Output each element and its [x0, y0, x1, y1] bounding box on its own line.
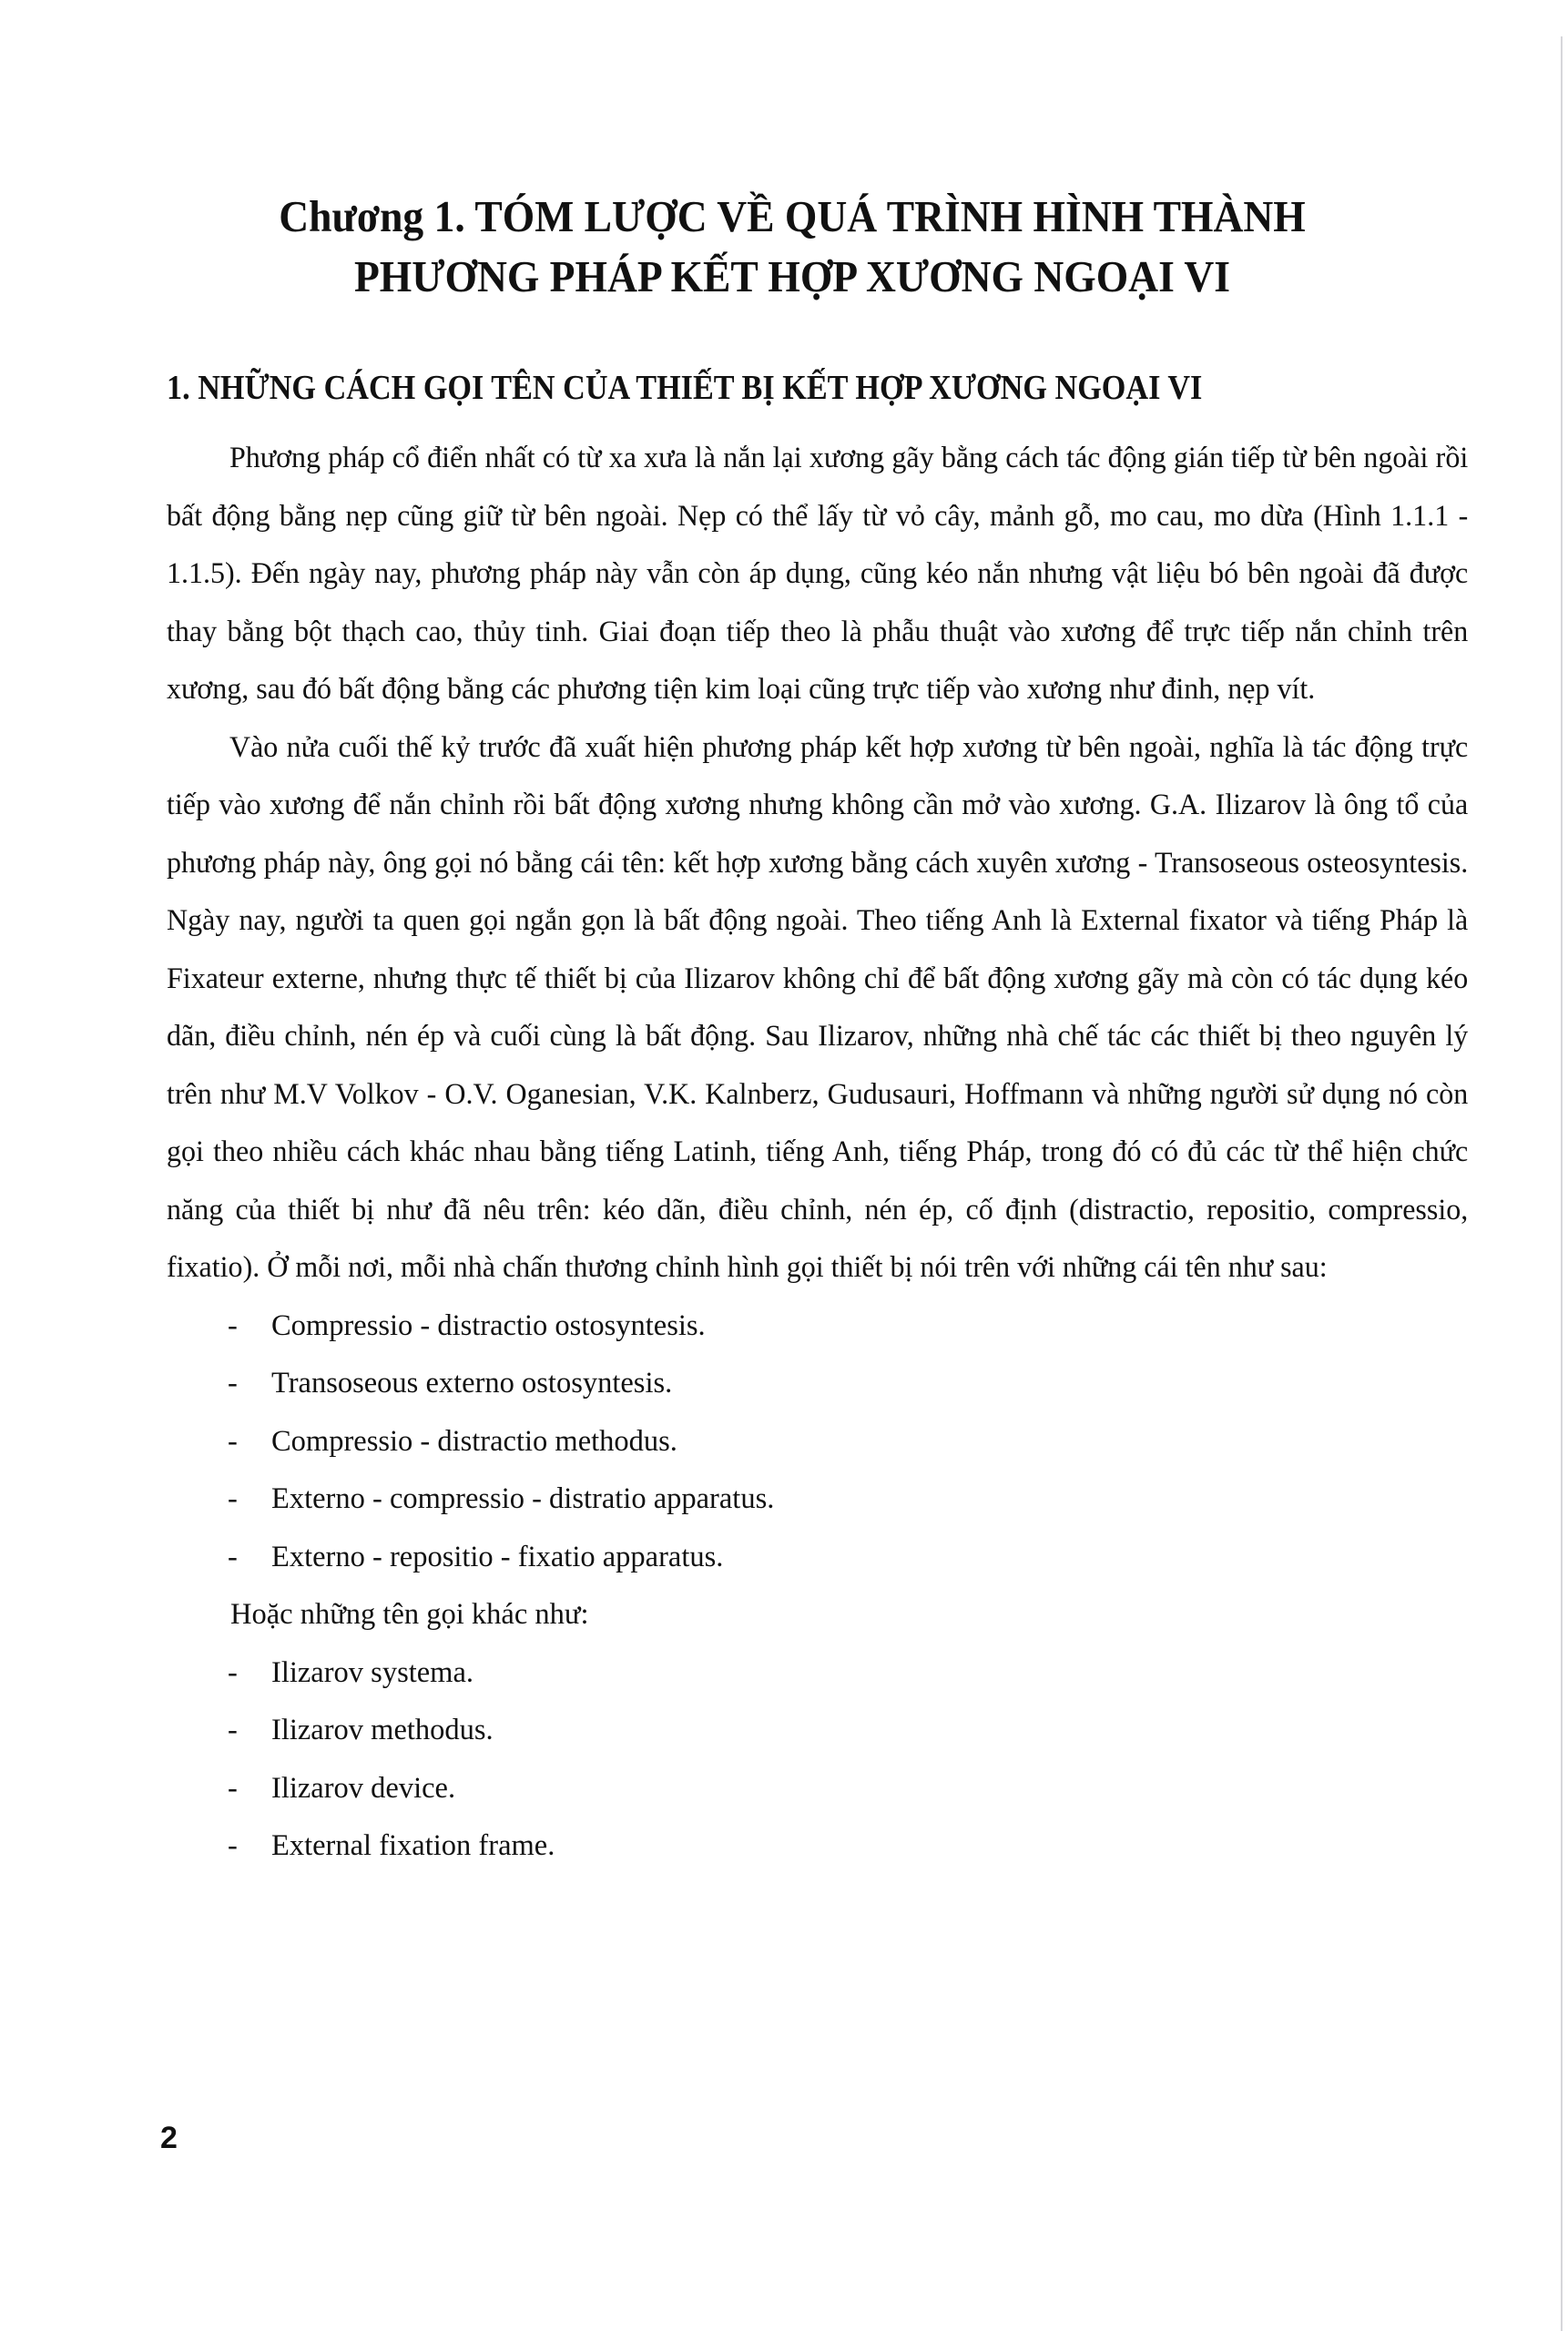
bullet-dash: - [228, 1367, 238, 1400]
list-item-text: Compressio - distractio ostosyntesis. [271, 1308, 706, 1342]
list-item [167, 1817, 1469, 1876]
page-edge-shadow [1561, 36, 1563, 2331]
chapter-title-line-2: PHƯƠNG PHÁP KẾT HỢP XƯƠNG NGOẠI VI [353, 251, 1231, 301]
bullet-dash: - [228, 1308, 238, 1342]
list-item-text: Transoseous externo ostosyntesis. [271, 1367, 673, 1400]
list-item-text: Ilizarov systema. [271, 1655, 474, 1689]
list-item [167, 1298, 1469, 1356]
page-number: 2 [160, 2121, 178, 2155]
body-text [167, 430, 1469, 1876]
list-item [167, 1413, 1469, 1471]
list-item [167, 1644, 1469, 1703]
bullet-dash: - [228, 1540, 238, 1573]
paragraph-2: Vào nửa cuối thế kỷ trước đã xuất hiện phương pháp kết hợp xương từ bên ngoài, nghĩa là tác động trực tiếp vào xương để nắn chỉnh rồi bất động xương nhưng không cần mở vào xương. G.A. Ilizarov là ông tổ của phương pháp này, ông gọi nó bằng cái tên: kết hợp xương bằng cách xuyên xương - Transoseous osteosyntesis. Ngày nay, người ta quen gọi ngắn gọn là bất động ngoài. Theo tiếng Anh là External fixator và tiếng Pháp là Fixateur externe, nhưng thực tế thiết bị của Ilizarov không chỉ để bất động xương gãy mà còn có tác dụng kéo dãn, điều chỉnh, nén ép và cuối cùng là bất động. Sau Ilizarov, những nhà chế tác các thiết bị theo nguyên lý trên như M.V Volkov - O.V. Oganesian, V.K. Kalnberz, Gudusauri, Hoffmann và những người sử dụng nó còn gọi theo nhiều cách khác nhau bằng tiếng Latinh, tiếng Anh, tiếng Pháp, trong đó có đủ các từ thể hiện chức năng của thiết bị như đã nêu trên: kéo dãn, điều chỉnh, nén ép, cố định (distractio, repositio, compressio, fixatio). Ở mỗi nơi, mỗi nhà chấn thương chỉnh hình gọi thiết bị nói trên với những cái tên như sau: [167, 730, 1469, 1284]
bullet-dash: - [228, 1829, 238, 1862]
names-list-2 [167, 1644, 1469, 1876]
bullet-dash: - [228, 1714, 238, 1746]
chapter-title-line-1: Chương 1. TÓM LƯỢC VỀ QUÁ TRÌNH HÌNH THÀNH [279, 191, 1306, 241]
list-item [167, 1355, 1469, 1413]
list-item [167, 1760, 1469, 1818]
list-item-text: Compressio - distractio methodus. [271, 1424, 677, 1458]
section-heading: 1. NHỮNG CÁCH GỌI TÊN CỦA THIẾT BỊ KẾT HỢP XƯƠNG NGOẠI VI [167, 369, 1203, 407]
bullet-dash: - [228, 1771, 238, 1805]
list-item-text: External fixation frame. [271, 1829, 555, 1862]
list-item-text: Ilizarov device. [271, 1771, 456, 1805]
names-list-1 [167, 1298, 1469, 1587]
list-item-text: Ilizarov methodus. [271, 1714, 494, 1746]
bullet-dash: - [228, 1655, 238, 1689]
bullet-dash: - [228, 1424, 238, 1458]
list-item [167, 1471, 1469, 1529]
list-item [167, 1702, 1469, 1760]
list-item-text: Externo - repositio - fixatio apparatus. [271, 1540, 724, 1573]
chapter-title [225, 187, 1359, 307]
list-item-text: Externo - compressio - distratio apparatus. [271, 1482, 775, 1515]
list-item [167, 1529, 1469, 1587]
paragraph-1: Phương pháp cổ điển nhất có từ xa xưa là nắn lại xương gãy bằng cách tác động gián tiếp từ bên ngoài rồi bất động bằng nẹp cũng giữ từ bên ngoài. Nẹp có thể lấy từ vỏ cây, mảnh gỗ, mo cau, mo dừa (Hình 1.1.1 - 1.1.5). Đến ngày nay, phương pháp này vẫn còn áp dụng, cũng kéo nắn nhưng vật liệu bó bên ngoài đã được thay bằng bột thạch cao, thủy tinh. Giai đoạn tiếp theo là phẫu thuật vào xương để trực tiếp nắn chỉnh trên xương, sau đó bất động bằng các phương tiện kim loại cũng trực tiếp vào xương như đinh, nẹp vít. [167, 442, 1469, 706]
bullet-dash: - [228, 1482, 238, 1515]
list-2-intro: Hoặc những tên gọi khác như: [230, 1598, 589, 1631]
